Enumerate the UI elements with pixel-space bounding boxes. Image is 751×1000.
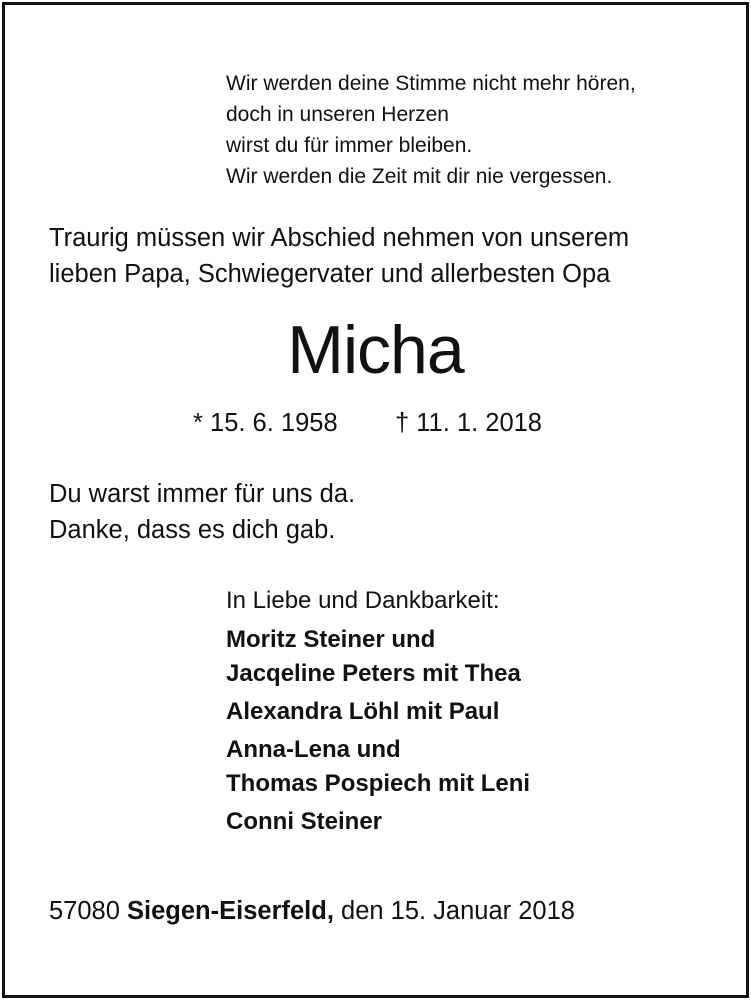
poem-line: doch in unseren Herzen [226, 103, 449, 126]
announcement-text [49, 220, 629, 292]
poem-line: Wir werden deine Stimme nicht mehr hören, [226, 72, 636, 95]
mourners-block [226, 583, 530, 839]
mourner-name: Moritz Steiner und [226, 626, 436, 653]
mourner-name: Jacqeline Peters mit Thea [226, 660, 521, 687]
announcement-line: lieben Papa, Schwiegervater und allerbesten Opa [49, 260, 611, 288]
farewell-line: Du warst immer für uns da. [49, 480, 356, 508]
farewell-line: Danke, dass es dich gab. [49, 516, 336, 544]
place-name: Siegen-Eiserfeld, [127, 897, 334, 925]
poem-line: wirst du für immer bleiben. [226, 134, 473, 157]
farewell-text [49, 476, 355, 548]
deceased-name: Micha [287, 312, 464, 388]
mourner-name: Conni Steiner [226, 808, 383, 835]
mourner-name: Thomas Pospiech mit Leni [226, 770, 531, 797]
birth-date: * 15. 6. 1958 [193, 409, 338, 437]
poem-line: Wir werden die Zeit mit dir nie vergessen. [226, 165, 613, 188]
mourner-name: Alexandra Löhl mit Paul [226, 698, 500, 725]
announcement-date: den 15. Januar 2018 [341, 897, 575, 925]
place-and-date [49, 893, 575, 929]
mourner-group [226, 733, 530, 801]
postal-code: 57080 [49, 897, 120, 925]
announcement-line: Traurig müssen wir Abschied nehmen von unserem [49, 224, 630, 252]
poem-verse [226, 68, 636, 192]
mourner-group [226, 695, 530, 729]
mourner-name: Anna-Lena und [226, 736, 401, 763]
death-date: † 11. 1. 2018 [395, 409, 542, 437]
mourners-lead: In Liebe und Dankbarkeit: [226, 587, 500, 614]
mourner-group [226, 623, 530, 691]
mourner-group [226, 805, 530, 839]
